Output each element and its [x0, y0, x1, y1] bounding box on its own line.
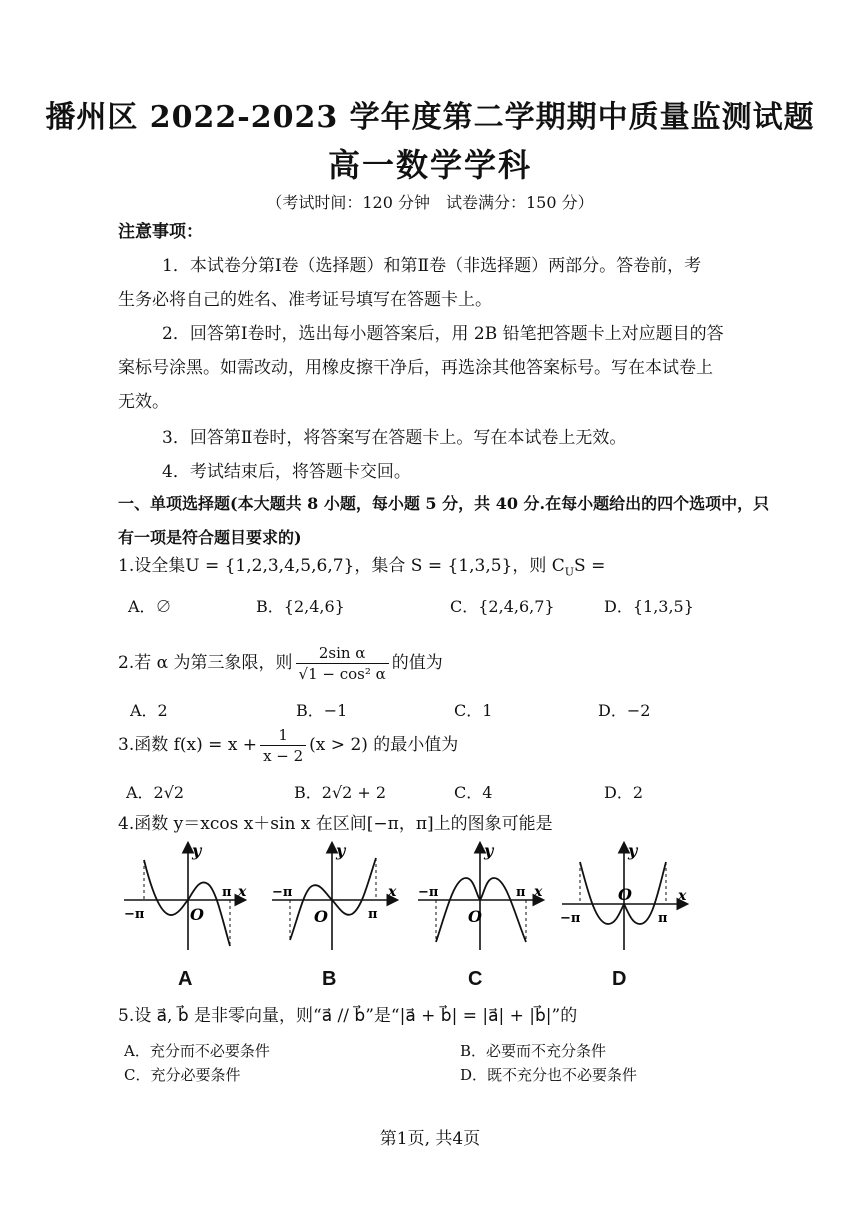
q2-fraction [296, 643, 389, 684]
origin-label: O [190, 905, 204, 924]
y-label: y [336, 841, 346, 860]
y-label: y [192, 841, 202, 860]
notice-heading: 注意事项： [118, 222, 203, 242]
q5-option-c: C．充分必要条件 [124, 1066, 241, 1084]
q3-option-c: C．4 [454, 783, 493, 802]
origin-label: O [314, 907, 328, 926]
notice-line-4: 案标号涂黑。如需改动，用橡皮擦干净后，再选涂其他答案标号。写在本试卷上 [118, 358, 713, 378]
exam-info: （考试时间：120 分钟 试卷满分：150 分） [266, 193, 594, 212]
pi-label: π [368, 907, 378, 922]
q5-option-d: D．既不充分也不必要条件 [460, 1066, 638, 1084]
origin-label: O [618, 885, 632, 904]
q2-stem-pre: 2.若 α 为第三象限，则 [118, 653, 293, 673]
q2-stem-post: 的值为 [391, 653, 443, 673]
x-label: x [388, 884, 397, 900]
neg-pi-label: −π [124, 907, 145, 922]
q5-stem: 5.设 a⃗, b⃗ 是非零向量，则“a⃗ // b⃗”是“|a⃗ + b⃗| = |a⃗| + |b⃗|”的 [118, 1006, 578, 1026]
neg-pi-label: −π [560, 911, 581, 926]
notice-line-2: 生务必将自己的姓名、准考证号填写在答题卡上。 [118, 290, 492, 310]
q3-stem [118, 720, 458, 770]
q1-stem-sub: U [564, 565, 575, 579]
q5-option-b: B．必要而不充分条件 [460, 1042, 607, 1060]
x-label: x [678, 888, 687, 904]
q1-stem-tail: S = [574, 556, 606, 576]
q4-graph-b-label: B [322, 968, 337, 990]
curve [144, 860, 230, 946]
q2-stem [118, 638, 443, 688]
q4-graph-c-label: C [468, 968, 483, 990]
section1-heading-line1: 一、单项选择题(本大题共 8 小题，每小题 5 分，共 40 分.在每小题给出的四个选项中，只 [118, 494, 770, 513]
q1-stem-main: 1.设全集U = {1,2,3,4,5,6,7}，集合 S = {1,3,5}，则 C [118, 556, 565, 576]
notice-line-3: 2．回答第Ⅰ卷时，选出每小题答案后，用 2B 铅笔把答题卡上对应题目的答 [162, 324, 724, 344]
q3-fraction [260, 725, 306, 766]
q3-option-a: A．2√2 [126, 783, 185, 802]
q1-option-d: D．{1,3,5} [604, 597, 694, 616]
q3-stem-post: (x > 2) 的最小值为 [309, 735, 459, 755]
q2-option-b: B．−1 [296, 701, 348, 720]
subject-title: 高一数学学科 [327, 146, 532, 184]
q4-graph-b [268, 838, 403, 968]
pi-label: π [222, 885, 232, 900]
section1-heading-line2: 有一项是符合题目要求的) [118, 528, 302, 547]
pi-label: π [516, 885, 526, 900]
x-label: x [534, 884, 543, 900]
q2-frac-den: √1 − cos² α [298, 664, 386, 683]
notice-line-7: 4．考试结束后，将答题卡交回。 [162, 462, 411, 482]
q2-option-c: C．1 [454, 701, 493, 720]
q2-option-a: A．2 [130, 701, 168, 720]
notice-line-6: 3．回答第Ⅱ卷时，将答案写在答题卡上。写在本试卷上无效。 [162, 428, 627, 448]
q4-graph-c [414, 838, 549, 968]
x-label: x [238, 884, 247, 900]
neg-pi-label: −π [418, 885, 439, 900]
q3-stem-pre: 3.函数 f(x) = x + [118, 735, 258, 755]
q4-graph-d-label: D [612, 968, 627, 990]
q4-graph-a-label: A [178, 968, 193, 990]
y-label: y [484, 841, 494, 860]
q2-frac-num: 2sin α [296, 643, 389, 664]
q3-frac-den: x − 2 [263, 746, 304, 765]
neg-pi-label: −π [272, 885, 293, 900]
q3-option-b: B．2√2 + 2 [294, 783, 387, 802]
q1-option-a: A．∅ [128, 597, 172, 616]
q4-graph-d [558, 838, 693, 968]
q2-option-d: D．−2 [598, 701, 651, 720]
origin-label: O [468, 907, 482, 926]
exam-title: 播州区 2022-2023 学年度第二学期期中质量监测试题 [45, 100, 815, 135]
q4-stem: 4.函数 y＝xcos x＋sin x 在区间[−π，π]上的图象可能是 [118, 814, 553, 834]
pi-label: π [658, 911, 668, 926]
q1-stem [118, 556, 605, 582]
q3-frac-num: 1 [260, 725, 306, 746]
curve [290, 858, 376, 940]
q3-option-d: D．2 [604, 783, 644, 802]
q5-option-a: A．充分而不必要条件 [124, 1042, 270, 1060]
q1-option-c: C．{2,4,6,7} [450, 597, 555, 616]
q4-graph-a [120, 838, 250, 968]
page-number: 第1页, 共4页 [379, 1129, 481, 1149]
y-label: y [628, 841, 638, 860]
notice-line-1: 1．本试卷分第Ⅰ卷（选择题）和第Ⅱ卷（非选择题）两部分。答卷前，考 [162, 256, 702, 276]
notice-line-5: 无效。 [118, 392, 169, 412]
q1-option-b: B．{2,4,6} [256, 597, 345, 616]
